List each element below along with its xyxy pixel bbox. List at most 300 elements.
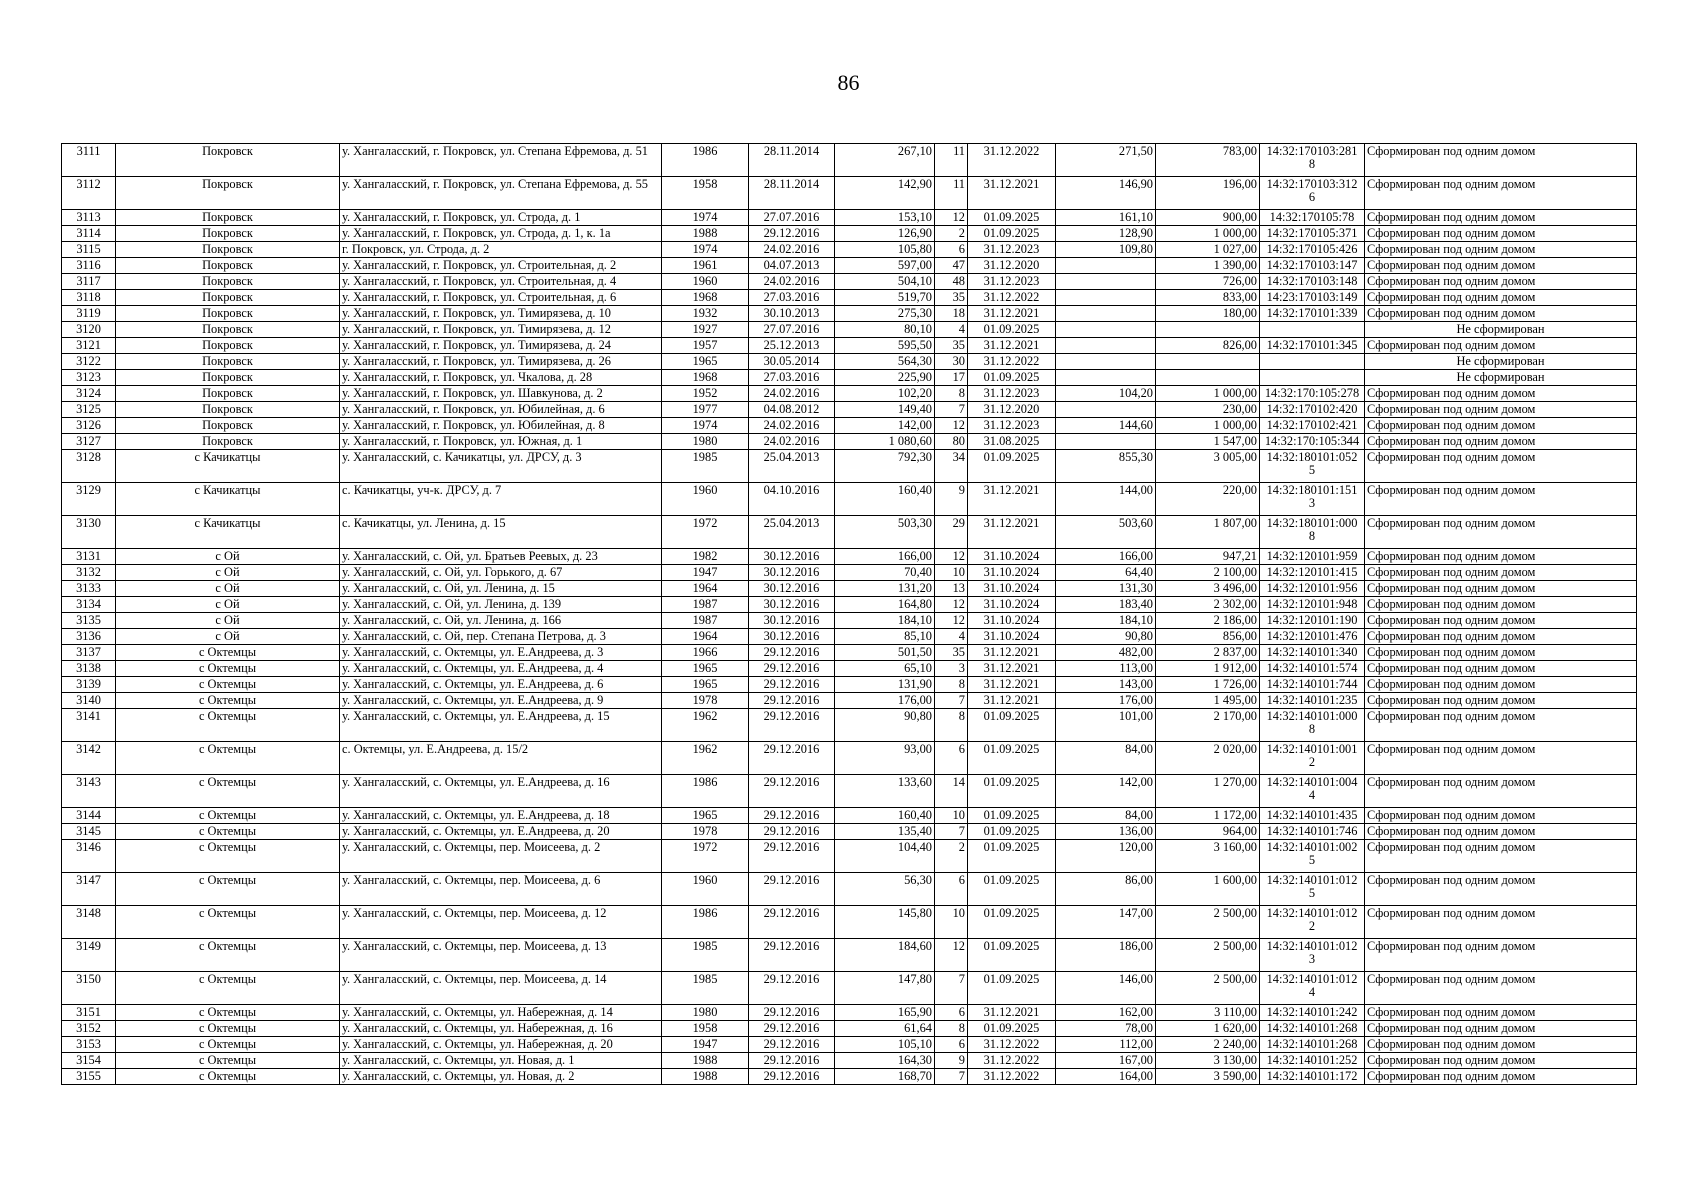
residential-area-cell: 166,00 — [835, 549, 935, 565]
build-year-cell: 1985 — [662, 450, 749, 483]
build-year-cell: 1965 — [662, 661, 749, 677]
land-status-cell: Сформирован под одним домом — [1365, 597, 1637, 613]
residents-count-cell: 7 — [935, 972, 968, 1005]
inclusion-date-cell: 29.12.2016 — [749, 645, 835, 661]
row-number-cell: 3111 — [62, 144, 116, 177]
cadastral-number-cell: 14:32:140101:744 — [1260, 677, 1365, 693]
settlement-cell: с Октемцы — [116, 906, 340, 939]
land-area-cell: 176,00 — [1056, 693, 1156, 709]
planned-date-cell: 31.12.2021 — [968, 516, 1056, 549]
land-status-cell: Сформирован под одним домом — [1365, 549, 1637, 565]
inclusion-date-cell: 30.12.2016 — [749, 581, 835, 597]
land-area-cell: 146,00 — [1056, 972, 1156, 1005]
table-row — [62, 939, 1637, 972]
build-year-cell: 1961 — [662, 258, 749, 274]
land-status-cell: Сформирован под одним домом — [1365, 645, 1637, 661]
residential-area-cell: 153,10 — [835, 210, 935, 226]
residential-area-cell: 70,40 — [835, 565, 935, 581]
build-year-cell: 1965 — [662, 677, 749, 693]
planned-date-cell: 31.12.2021 — [968, 306, 1056, 322]
planned-date-cell: 31.12.2021 — [968, 338, 1056, 354]
table-row — [62, 1021, 1637, 1037]
build-year-cell: 1960 — [662, 873, 749, 906]
settlement-cell: Покровск — [116, 418, 340, 434]
planned-date-cell: 31.12.2021 — [968, 661, 1056, 677]
cadastral-number-cell: 14:32:170103:312 6 — [1260, 177, 1365, 210]
address-cell: у. Хангаласский, с. Ой, ул. Ленина, д. 15 — [340, 581, 662, 597]
land-status-cell: Сформирован под одним домом — [1365, 290, 1637, 306]
address-cell: у. Хангаласский, г. Покровск, ул. Тимирязева, д. 10 — [340, 306, 662, 322]
cadastral-number-cell: 14:32:140101:172 — [1260, 1069, 1365, 1085]
land-status-cell: Сформирован под одним домом — [1365, 742, 1637, 775]
table-row — [62, 840, 1637, 873]
planned-date-cell: 31.12.2022 — [968, 290, 1056, 306]
land-status-cell: Сформирован под одним домом — [1365, 516, 1637, 549]
cadastral-number-cell: 14:32:180101:000 8 — [1260, 516, 1365, 549]
residents-count-cell: 12 — [935, 597, 968, 613]
build-year-cell: 1988 — [662, 1053, 749, 1069]
settlement-cell: Покровск — [116, 258, 340, 274]
inclusion-date-cell: 28.11.2014 — [749, 144, 835, 177]
settlement-cell: с Октемцы — [116, 661, 340, 677]
residents-count-cell: 7 — [935, 693, 968, 709]
inclusion-date-cell: 29.12.2016 — [749, 939, 835, 972]
residential-area-cell: 519,70 — [835, 290, 935, 306]
cadastral-number-cell: 14:32:120101:948 — [1260, 597, 1365, 613]
inclusion-date-cell: 24.02.2016 — [749, 242, 835, 258]
address-cell: у. Хангаласский, с. Ой, ул. Ленина, д. 139 — [340, 597, 662, 613]
address-cell: у. Хангаласский, г. Покровск, ул. Степана Ефремова, д. 51 — [340, 144, 662, 177]
planned-date-cell: 31.12.2021 — [968, 1005, 1056, 1021]
address-cell: у. Хангаласский, г. Покровск, ул. Тимирязева, д. 12 — [340, 322, 662, 338]
residential-area-cell: 595,50 — [835, 338, 935, 354]
land-plot-area-cell: 1 600,00 — [1156, 873, 1260, 906]
land-plot-area-cell: 2 186,00 — [1156, 613, 1260, 629]
land-plot-area-cell: 3 110,00 — [1156, 1005, 1260, 1021]
land-plot-area-cell: 1 620,00 — [1156, 1021, 1260, 1037]
land-plot-area-cell: 826,00 — [1156, 338, 1260, 354]
inclusion-date-cell: 04.10.2016 — [749, 483, 835, 516]
land-area-cell: 101,00 — [1056, 709, 1156, 742]
residents-count-cell: 12 — [935, 613, 968, 629]
cadastral-number-cell: 14:32:140101:000 8 — [1260, 709, 1365, 742]
table-row — [62, 709, 1637, 742]
land-area-cell: 166,00 — [1056, 549, 1156, 565]
land-status-cell: Сформирован под одним домом — [1365, 873, 1637, 906]
row-number-cell: 3134 — [62, 597, 116, 613]
address-cell: у. Хангаласский, г. Покровск, ул. Тимирязева, д. 24 — [340, 338, 662, 354]
table-row — [62, 386, 1637, 402]
settlement-cell: с Октемцы — [116, 1069, 340, 1085]
build-year-cell: 1986 — [662, 775, 749, 808]
row-number-cell: 3117 — [62, 274, 116, 290]
residential-area-cell: 184,10 — [835, 613, 935, 629]
address-cell: у. Хангаласский, с. Октемцы, ул. Е.Андреева, д. 4 — [340, 661, 662, 677]
land-status-cell: Сформирован под одним домом — [1365, 402, 1637, 418]
land-area-cell: 128,90 — [1056, 226, 1156, 242]
land-plot-area-cell: 2 170,00 — [1156, 709, 1260, 742]
land-plot-area-cell: 1 000,00 — [1156, 418, 1260, 434]
address-cell: с. Октемцы, ул. Е.Андреева, д. 15/2 — [340, 742, 662, 775]
settlement-cell: с Октемцы — [116, 972, 340, 1005]
settlement-cell: с Ой — [116, 581, 340, 597]
table-row — [62, 1069, 1637, 1085]
settlement-cell: с Октемцы — [116, 824, 340, 840]
residential-area-cell: 85,10 — [835, 629, 935, 645]
land-area-cell: 161,10 — [1056, 210, 1156, 226]
land-area-cell: 104,20 — [1056, 386, 1156, 402]
address-cell: у. Хангаласский, с. Октемцы, ул. Е.Андреева, д. 15 — [340, 709, 662, 742]
residents-count-cell: 2 — [935, 840, 968, 873]
cadastral-number-cell: 14:32:170105:371 — [1260, 226, 1365, 242]
cadastral-number-cell: 14:32:140101:268 — [1260, 1037, 1365, 1053]
residential-area-cell: 792,30 — [835, 450, 935, 483]
residents-count-cell: 8 — [935, 709, 968, 742]
land-status-cell: Сформирован под одним домом — [1365, 565, 1637, 581]
address-cell: у. Хангаласский, г. Покровск, ул. Юбилейная, д. 6 — [340, 402, 662, 418]
cadastral-number-cell: 14:32:120101:190 — [1260, 613, 1365, 629]
cadastral-number-cell: 14:32:170102:420 — [1260, 402, 1365, 418]
land-plot-area-cell: 833,00 — [1156, 290, 1260, 306]
land-plot-area-cell: 180,00 — [1156, 306, 1260, 322]
land-plot-area-cell: 2 837,00 — [1156, 645, 1260, 661]
settlement-cell: Покровск — [116, 144, 340, 177]
build-year-cell: 1980 — [662, 434, 749, 450]
settlement-cell: Покровск — [116, 322, 340, 338]
cadastral-number-cell: 14:32:140101:242 — [1260, 1005, 1365, 1021]
land-status-cell: Сформирован под одним домом — [1365, 210, 1637, 226]
land-area-cell: 78,00 — [1056, 1021, 1156, 1037]
residential-area-cell: 105,80 — [835, 242, 935, 258]
land-plot-area-cell: 900,00 — [1156, 210, 1260, 226]
inclusion-date-cell: 29.12.2016 — [749, 1069, 835, 1085]
row-number-cell: 3118 — [62, 290, 116, 306]
inclusion-date-cell: 30.05.2014 — [749, 354, 835, 370]
table-body — [62, 144, 1637, 1085]
cadastral-number-cell: 14:32:170103:281 8 — [1260, 144, 1365, 177]
inclusion-date-cell: 25.04.2013 — [749, 450, 835, 483]
cadastral-number-cell: 14:32:120101:476 — [1260, 629, 1365, 645]
land-plot-area-cell: 1 726,00 — [1156, 677, 1260, 693]
residents-count-cell: 7 — [935, 402, 968, 418]
residents-count-cell: 10 — [935, 808, 968, 824]
table-row — [62, 258, 1637, 274]
table-row — [62, 808, 1637, 824]
row-number-cell: 3144 — [62, 808, 116, 824]
residents-count-cell: 7 — [935, 824, 968, 840]
land-plot-area-cell: 783,00 — [1156, 144, 1260, 177]
residents-count-cell: 14 — [935, 775, 968, 808]
inclusion-date-cell: 25.12.2013 — [749, 338, 835, 354]
residential-area-cell: 176,00 — [835, 693, 935, 709]
address-cell: у. Хангаласский, г. Покровск, ул. Степана Ефремова, д. 55 — [340, 177, 662, 210]
planned-date-cell: 01.09.2025 — [968, 742, 1056, 775]
row-number-cell: 3126 — [62, 418, 116, 434]
settlement-cell: с Октемцы — [116, 693, 340, 709]
planned-date-cell: 31.12.2021 — [968, 645, 1056, 661]
land-status-cell: Сформирован под одним домом — [1365, 1037, 1637, 1053]
residents-count-cell: 8 — [935, 677, 968, 693]
table-row — [62, 613, 1637, 629]
land-plot-area-cell: 2 500,00 — [1156, 939, 1260, 972]
land-status-cell: Сформирован под одним домом — [1365, 144, 1637, 177]
land-status-cell: Сформирован под одним домом — [1365, 177, 1637, 210]
cadastral-number-cell: 14:32:170101:345 — [1260, 338, 1365, 354]
inclusion-date-cell: 24.02.2016 — [749, 274, 835, 290]
land-status-cell: Сформирован под одним домом — [1365, 450, 1637, 483]
land-plot-area-cell: 3 130,00 — [1156, 1053, 1260, 1069]
residential-area-cell: 149,40 — [835, 402, 935, 418]
inclusion-date-cell: 27.03.2016 — [749, 370, 835, 386]
build-year-cell: 1927 — [662, 322, 749, 338]
address-cell: у. Хангаласский, с. Качикатцы, ул. ДРСУ, д. 3 — [340, 450, 662, 483]
row-number-cell: 3147 — [62, 873, 116, 906]
residential-area-cell: 267,10 — [835, 144, 935, 177]
residential-area-cell: 131,90 — [835, 677, 935, 693]
table-row — [62, 226, 1637, 242]
table-row — [62, 775, 1637, 808]
inclusion-date-cell: 24.02.2016 — [749, 434, 835, 450]
cadastral-number-cell: 14:32:170103:147 — [1260, 258, 1365, 274]
planned-date-cell: 31.12.2023 — [968, 386, 1056, 402]
land-status-cell: Сформирован под одним домом — [1365, 483, 1637, 516]
inclusion-date-cell: 29.12.2016 — [749, 677, 835, 693]
land-plot-area-cell — [1156, 322, 1260, 338]
cadastral-number-cell: 14:32:140101:340 — [1260, 645, 1365, 661]
land-plot-area-cell: 2 500,00 — [1156, 906, 1260, 939]
build-year-cell: 1982 — [662, 549, 749, 565]
build-year-cell: 1966 — [662, 645, 749, 661]
build-year-cell: 1974 — [662, 242, 749, 258]
build-year-cell: 1985 — [662, 972, 749, 1005]
residential-area-cell: 1 080,60 — [835, 434, 935, 450]
address-cell: у. Хангаласский, с. Октемцы, ул. Е.Андреева, д. 20 — [340, 824, 662, 840]
residential-area-cell: 184,60 — [835, 939, 935, 972]
table-row — [62, 274, 1637, 290]
inclusion-date-cell: 27.03.2016 — [749, 290, 835, 306]
settlement-cell: с Октемцы — [116, 840, 340, 873]
land-status-cell: Сформирован под одним домом — [1365, 274, 1637, 290]
land-status-cell: Сформирован под одним домом — [1365, 1069, 1637, 1085]
inclusion-date-cell: 30.12.2016 — [749, 565, 835, 581]
build-year-cell: 1986 — [662, 906, 749, 939]
land-area-cell: 167,00 — [1056, 1053, 1156, 1069]
address-cell: у. Хангаласский, г. Покровск, ул. Чкалова, д. 28 — [340, 370, 662, 386]
address-cell: у. Хангаласский, с. Октемцы, пер. Моисеева, д. 6 — [340, 873, 662, 906]
residential-area-cell: 165,90 — [835, 1005, 935, 1021]
table-row — [62, 177, 1637, 210]
cadastral-number-cell: 14:32:140101:012 4 — [1260, 972, 1365, 1005]
address-cell: у. Хангаласский, г. Покровск, ул. Юбилейная, д. 8 — [340, 418, 662, 434]
land-status-cell: Сформирован под одним домом — [1365, 939, 1637, 972]
address-cell: у. Хангаласский, г. Покровск, ул. Строительная, д. 4 — [340, 274, 662, 290]
build-year-cell: 1968 — [662, 370, 749, 386]
residents-count-cell: 12 — [935, 418, 968, 434]
row-number-cell: 3135 — [62, 613, 116, 629]
land-plot-area-cell: 1 000,00 — [1156, 226, 1260, 242]
residential-area-cell: 160,40 — [835, 483, 935, 516]
table-row — [62, 210, 1637, 226]
residents-count-cell: 8 — [935, 386, 968, 402]
land-status-cell: Сформирован под одним домом — [1365, 693, 1637, 709]
row-number-cell: 3148 — [62, 906, 116, 939]
cadastral-number-cell — [1260, 322, 1365, 338]
land-area-cell: 84,00 — [1056, 808, 1156, 824]
land-status-cell: Сформирован под одним домом — [1365, 418, 1637, 434]
settlement-cell: с Октемцы — [116, 645, 340, 661]
planned-date-cell: 31.12.2021 — [968, 677, 1056, 693]
residential-area-cell: 126,90 — [835, 226, 935, 242]
planned-date-cell: 31.12.2022 — [968, 1053, 1056, 1069]
inclusion-date-cell: 29.12.2016 — [749, 226, 835, 242]
table-row — [62, 450, 1637, 483]
build-year-cell: 1952 — [662, 386, 749, 402]
inclusion-date-cell: 30.12.2016 — [749, 597, 835, 613]
planned-date-cell: 31.10.2024 — [968, 613, 1056, 629]
row-number-cell: 3142 — [62, 742, 116, 775]
residents-count-cell: 6 — [935, 242, 968, 258]
settlement-cell: Покровск — [116, 306, 340, 322]
land-status-cell: Сформирован под одним домом — [1365, 906, 1637, 939]
land-status-cell: Сформирован под одним домом — [1365, 1005, 1637, 1021]
table-row — [62, 661, 1637, 677]
row-number-cell: 3131 — [62, 549, 116, 565]
planned-date-cell: 01.09.2025 — [968, 322, 1056, 338]
residential-area-cell: 145,80 — [835, 906, 935, 939]
residents-count-cell: 3 — [935, 661, 968, 677]
row-number-cell: 3113 — [62, 210, 116, 226]
cadastral-number-cell: 14:32:140101:268 — [1260, 1021, 1365, 1037]
land-status-cell: Сформирован под одним домом — [1365, 306, 1637, 322]
residents-count-cell: 10 — [935, 565, 968, 581]
land-plot-area-cell: 1 495,00 — [1156, 693, 1260, 709]
land-status-cell: Сформирован под одним домом — [1365, 1053, 1637, 1069]
inclusion-date-cell: 30.10.2013 — [749, 306, 835, 322]
build-year-cell: 1972 — [662, 516, 749, 549]
residents-count-cell: 13 — [935, 581, 968, 597]
land-area-cell: 143,00 — [1056, 677, 1156, 693]
row-number-cell: 3146 — [62, 840, 116, 873]
address-cell: с. Качикатцы, ул. Ленина, д. 15 — [340, 516, 662, 549]
cadastral-number-cell: 14:32:170:105:278 — [1260, 386, 1365, 402]
inclusion-date-cell: 29.12.2016 — [749, 808, 835, 824]
land-plot-area-cell: 2 302,00 — [1156, 597, 1260, 613]
build-year-cell: 1960 — [662, 483, 749, 516]
residential-area-cell: 93,00 — [835, 742, 935, 775]
residential-area-cell: 104,40 — [835, 840, 935, 873]
row-number-cell: 3128 — [62, 450, 116, 483]
table-row — [62, 629, 1637, 645]
land-status-cell: Не сформирован — [1365, 370, 1637, 386]
build-year-cell: 1968 — [662, 290, 749, 306]
planned-date-cell: 31.12.2021 — [968, 693, 1056, 709]
settlement-cell: Покровск — [116, 370, 340, 386]
build-year-cell: 1947 — [662, 565, 749, 581]
settlement-cell: с Ой — [116, 629, 340, 645]
land-plot-area-cell: 196,00 — [1156, 177, 1260, 210]
build-year-cell: 1987 — [662, 613, 749, 629]
land-status-cell: Сформирован под одним домом — [1365, 258, 1637, 274]
land-area-cell: 109,80 — [1056, 242, 1156, 258]
residential-area-cell: 133,60 — [835, 775, 935, 808]
build-year-cell: 1978 — [662, 824, 749, 840]
address-cell: у. Хангаласский, с. Октемцы, пер. Моисеева, д. 2 — [340, 840, 662, 873]
residents-count-cell: 11 — [935, 177, 968, 210]
address-cell: у. Хангаласский, г. Покровск, ул. Строда, д. 1 — [340, 210, 662, 226]
land-plot-area-cell: 1 390,00 — [1156, 258, 1260, 274]
land-plot-area-cell: 856,00 — [1156, 629, 1260, 645]
address-cell: у. Хангаласский, с. Ой, ул. Горького, д. 67 — [340, 565, 662, 581]
settlement-cell: с Ой — [116, 613, 340, 629]
land-plot-area-cell: 964,00 — [1156, 824, 1260, 840]
build-year-cell: 1958 — [662, 1021, 749, 1037]
land-area-cell: 503,60 — [1056, 516, 1156, 549]
table-row — [62, 242, 1637, 258]
land-area-cell — [1056, 370, 1156, 386]
residential-area-cell: 80,10 — [835, 322, 935, 338]
cadastral-number-cell: 14:32:170105:426 — [1260, 242, 1365, 258]
land-status-cell: Сформирован под одним домом — [1365, 581, 1637, 597]
land-area-cell — [1056, 354, 1156, 370]
residents-count-cell: 6 — [935, 1037, 968, 1053]
land-area-cell: 90,80 — [1056, 629, 1156, 645]
settlement-cell: с Октемцы — [116, 775, 340, 808]
housing-registry-table — [61, 143, 1637, 1085]
build-year-cell: 1960 — [662, 274, 749, 290]
cadastral-number-cell: 14:32:140101:235 — [1260, 693, 1365, 709]
residential-area-cell: 105,10 — [835, 1037, 935, 1053]
land-area-cell: 164,00 — [1056, 1069, 1156, 1085]
settlement-cell: с Октемцы — [116, 808, 340, 824]
address-cell: у. Хангаласский, г. Покровск, ул. Южная, д. 1 — [340, 434, 662, 450]
table-row — [62, 742, 1637, 775]
build-year-cell: 1965 — [662, 354, 749, 370]
land-area-cell: 64,40 — [1056, 565, 1156, 581]
row-number-cell: 3116 — [62, 258, 116, 274]
settlement-cell: с Октемцы — [116, 677, 340, 693]
row-number-cell: 3141 — [62, 709, 116, 742]
land-plot-area-cell: 230,00 — [1156, 402, 1260, 418]
land-area-cell — [1056, 322, 1156, 338]
cadastral-number-cell: 14:32:120101:415 — [1260, 565, 1365, 581]
land-status-cell: Сформирован под одним домом — [1365, 824, 1637, 840]
residential-area-cell: 131,20 — [835, 581, 935, 597]
cadastral-number-cell: 14:32:140101:002 5 — [1260, 840, 1365, 873]
address-cell: у. Хангаласский, с. Октемцы, ул. Набережная, д. 16 — [340, 1021, 662, 1037]
table-row — [62, 549, 1637, 565]
residents-count-cell: 35 — [935, 290, 968, 306]
inclusion-date-cell: 27.07.2016 — [749, 322, 835, 338]
residential-area-cell: 501,50 — [835, 645, 935, 661]
build-year-cell: 1958 — [662, 177, 749, 210]
residents-count-cell: 9 — [935, 483, 968, 516]
cadastral-number-cell: 14:32:170105:78 — [1260, 210, 1365, 226]
land-plot-area-cell: 3 005,00 — [1156, 450, 1260, 483]
row-number-cell: 3138 — [62, 661, 116, 677]
build-year-cell: 1988 — [662, 226, 749, 242]
build-year-cell: 1962 — [662, 709, 749, 742]
residential-area-cell: 504,10 — [835, 274, 935, 290]
table-row — [62, 370, 1637, 386]
land-status-cell: Сформирован под одним домом — [1365, 1021, 1637, 1037]
land-plot-area-cell: 3 590,00 — [1156, 1069, 1260, 1085]
build-year-cell: 1974 — [662, 210, 749, 226]
land-status-cell: Сформирован под одним домом — [1365, 629, 1637, 645]
land-plot-area-cell: 1 172,00 — [1156, 808, 1260, 824]
land-plot-area-cell: 2 240,00 — [1156, 1037, 1260, 1053]
residents-count-cell: 9 — [935, 1053, 968, 1069]
land-plot-area-cell: 947,21 — [1156, 549, 1260, 565]
